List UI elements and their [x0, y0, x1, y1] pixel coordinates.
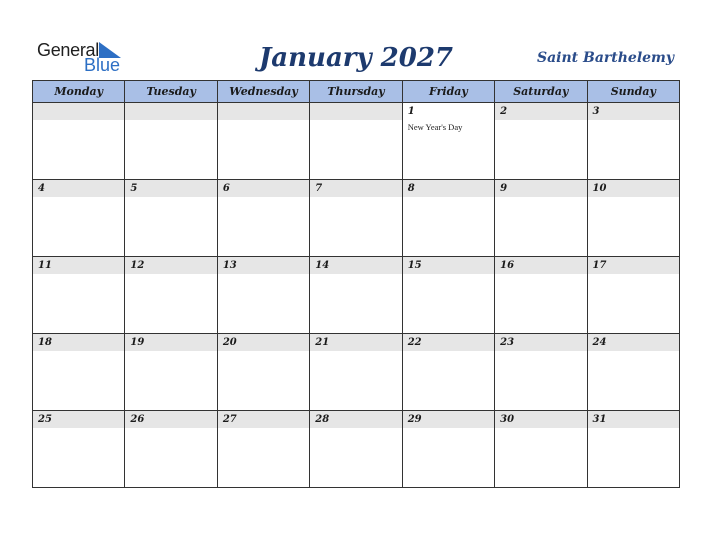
day-bar: [403, 180, 494, 197]
day-bar: [588, 103, 679, 120]
day-bar: [218, 103, 309, 120]
day-bar: [218, 180, 309, 197]
day-cell-19: [125, 334, 217, 411]
day-bar: [403, 257, 494, 274]
weekday-monday: Monday: [33, 81, 125, 103]
day-cell-8: [402, 180, 494, 257]
day-cell-25: [33, 411, 125, 488]
day-number: 17: [592, 260, 607, 271]
day-cell-7: [310, 180, 402, 257]
day-bar: [33, 257, 124, 274]
day-bar: [33, 180, 124, 197]
day-bar: [310, 257, 401, 274]
day-number: 14: [315, 260, 330, 271]
week-row: [33, 180, 680, 257]
weekday-tuesday: Tuesday: [125, 81, 217, 103]
day-number: 20: [222, 337, 237, 348]
day-cell-13: [217, 257, 309, 334]
day-number: 18: [38, 337, 52, 348]
day-number: 19: [130, 337, 145, 348]
day-bar: [495, 180, 586, 197]
calendar-body: [33, 103, 680, 488]
day-cell-26: [125, 411, 217, 488]
day-number: 9: [500, 183, 508, 194]
day-bar: [588, 334, 679, 351]
day-cell-5: [125, 180, 217, 257]
day-bar: [495, 334, 586, 351]
day-cell-3: [587, 103, 679, 180]
day-cell-6: [217, 180, 309, 257]
day-cell-17: [587, 257, 679, 334]
day-number: 11: [38, 260, 52, 271]
day-cell-20: [217, 334, 309, 411]
day-number: 23: [500, 337, 515, 348]
logo-text-blue: Blue: [84, 55, 121, 75]
week-row: [33, 334, 680, 411]
day-number: 21: [315, 337, 330, 348]
week-row: [33, 103, 680, 180]
day-number: 22: [407, 337, 422, 348]
week-row: [33, 411, 680, 488]
day-number: 2: [500, 106, 508, 117]
day-cell-28: [310, 411, 402, 488]
day-number: 1: [407, 106, 415, 117]
day-number: 28: [315, 414, 330, 425]
day-cell-11: [33, 257, 125, 334]
day-bar: [403, 103, 494, 120]
day-bar: [218, 334, 309, 351]
empty-day-cell: [217, 103, 309, 180]
day-bar: [218, 411, 309, 428]
empty-day-cell: [125, 103, 217, 180]
day-cell-15: [402, 257, 494, 334]
day-cell-30: [495, 411, 587, 488]
day-cell-29: [402, 411, 494, 488]
day-cell-22: [402, 334, 494, 411]
day-bar: [495, 411, 586, 428]
day-bar: [588, 411, 679, 428]
day-number: 29: [407, 414, 422, 425]
month-calendar-grid: [32, 80, 680, 488]
day-number: 13: [222, 260, 237, 271]
day-bar: [403, 411, 494, 428]
day-number: 6: [222, 183, 230, 194]
weekday-wednesday: Wednesday: [217, 81, 309, 103]
day-bar: [310, 103, 401, 120]
holiday-label: New Year's Day: [407, 122, 463, 132]
day-bar: [310, 411, 401, 428]
day-bar: [588, 257, 679, 274]
day-cell-23: [495, 334, 587, 411]
empty-day-cell: [33, 103, 125, 180]
logo-text-general: General: [37, 40, 99, 60]
day-number: 12: [130, 260, 145, 271]
day-bar: [310, 334, 401, 351]
day-cell-21: [310, 334, 402, 411]
day-cell-10: [587, 180, 679, 257]
day-cell-24: [587, 334, 679, 411]
day-cell-12: [125, 257, 217, 334]
day-bar: [218, 257, 309, 274]
day-bar: [310, 180, 401, 197]
day-number: 3: [592, 106, 600, 117]
day-number: 26: [130, 414, 145, 425]
day-bar: [403, 334, 494, 351]
day-cell-18: [33, 334, 125, 411]
day-bar: [125, 334, 216, 351]
day-number: 30: [500, 414, 515, 425]
day-bar: [33, 411, 124, 428]
day-bar: [495, 103, 586, 120]
day-cell-27: [217, 411, 309, 488]
region-name: Saint Barthelemy: [536, 50, 674, 66]
weekday-sunday: Sunday: [587, 81, 679, 103]
week-row: [33, 257, 680, 334]
day-cell-14: [310, 257, 402, 334]
day-cell-31: [587, 411, 679, 488]
day-bar: [588, 180, 679, 197]
day-bar: [33, 334, 124, 351]
day-bar: [125, 103, 216, 120]
weekday-saturday: Saturday: [495, 81, 587, 103]
day-number: 7: [315, 183, 323, 194]
day-number: 27: [222, 414, 237, 425]
day-bar: [125, 257, 216, 274]
day-number: 16: [500, 260, 515, 271]
day-cell-16: [495, 257, 587, 334]
weekday-friday: Friday: [402, 81, 494, 103]
day-number: 24: [592, 337, 607, 348]
day-number: 4: [38, 183, 45, 194]
day-number: 25: [38, 414, 52, 425]
day-cell-9: [495, 180, 587, 257]
day-cell-2: [495, 103, 587, 180]
day-number: 5: [130, 183, 138, 194]
calendar-title: January 2027: [258, 43, 454, 73]
weekday-header-row: [33, 81, 680, 103]
empty-day-cell: [310, 103, 402, 180]
day-number: 15: [407, 260, 422, 271]
day-number: 10: [592, 183, 607, 194]
weekday-thursday: Thursday: [310, 81, 402, 103]
day-number: 8: [407, 183, 415, 194]
day-cell-4: [33, 180, 125, 257]
day-number: 31: [592, 414, 607, 425]
day-bar: [33, 103, 124, 120]
day-bar: [495, 257, 586, 274]
day-bar: [125, 411, 216, 428]
day-cell-1: [402, 103, 494, 180]
day-bar: [125, 180, 216, 197]
